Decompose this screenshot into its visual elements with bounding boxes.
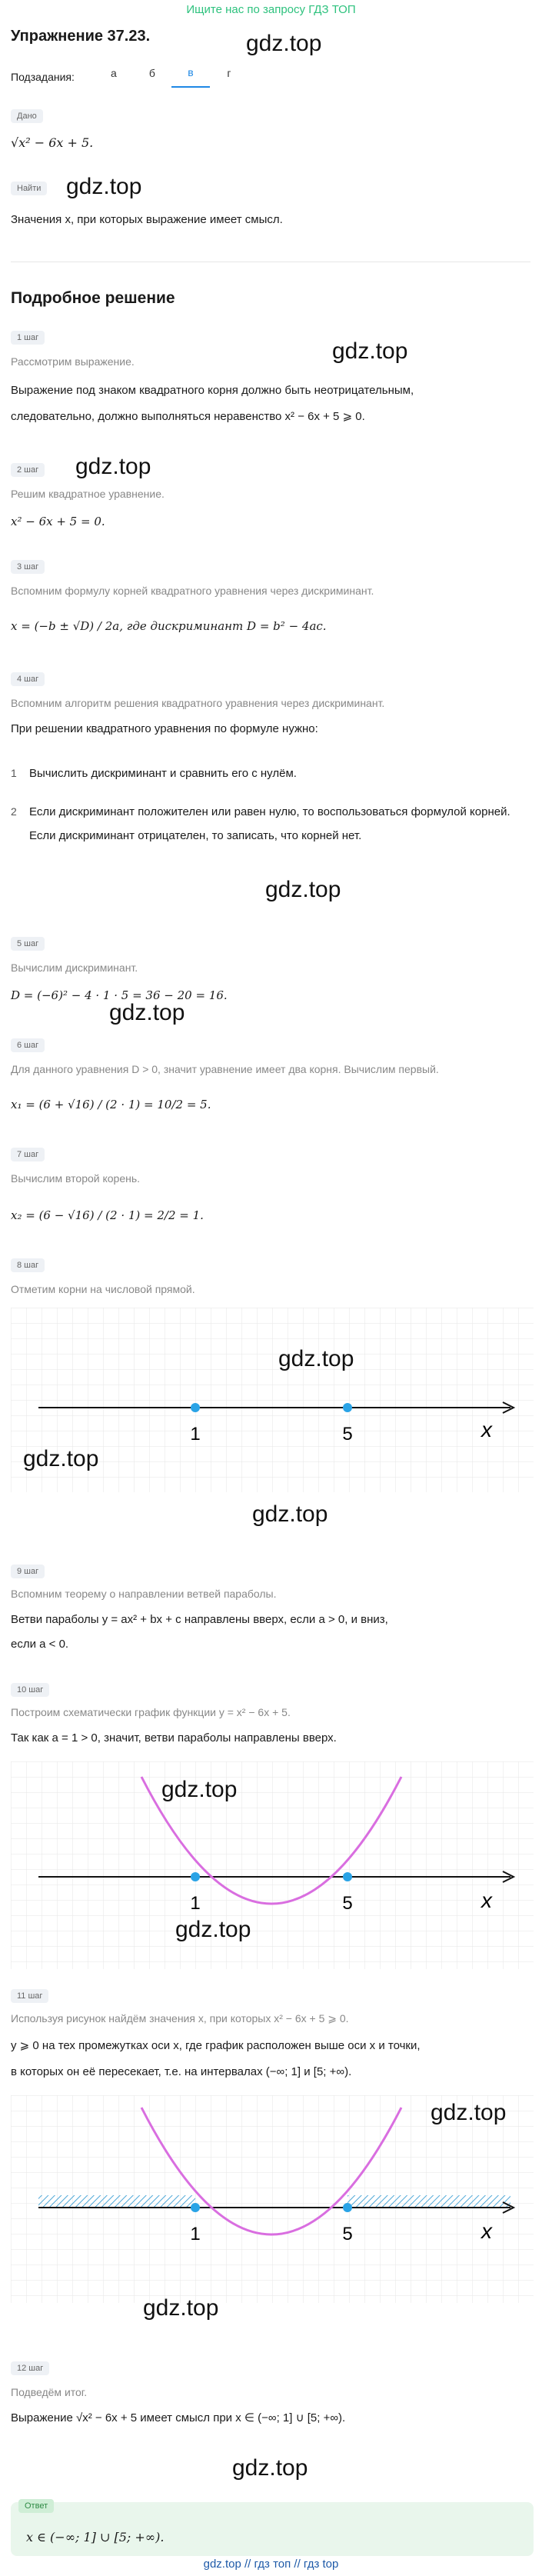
step-text: При решении квадратного уравнения по формуле нужно: <box>11 722 318 735</box>
root-point-1 <box>191 2203 200 2212</box>
step-note: Вычислим второй корень. <box>11 1172 141 1185</box>
root-label-1: 1 <box>190 2224 201 2244</box>
step-note: Вспомним теорему о направлении ветвей параболы. <box>11 1588 277 1600</box>
step-note: Для данного уравнения D > 0, значит уравнение имеет два корня. Вычислим первый. <box>11 1063 439 1075</box>
find-text: Значения x, при которых выражение имеет смысл. <box>11 213 283 226</box>
answer-box <box>11 2502 534 2556</box>
watermark: gdz.top <box>66 174 142 199</box>
subtasks-bar <box>11 66 248 88</box>
watermark: gdz.top <box>23 1446 99 1471</box>
step-pill: 9 шаг <box>11 1565 45 1578</box>
grid <box>11 1761 534 1969</box>
step-text: y ⩾ 0 на тех промежутках оси x, где график расположен выше оси x и точки, <box>11 2039 421 2052</box>
tab-v[interactable]: в <box>171 66 210 88</box>
list-text: Если дискриминант положителен или равен нулю, то воспользоваться формулой корней. Если дискриминант отрицателен, то записать, что корней нет. <box>29 805 510 842</box>
watermark: gdz.top <box>265 877 341 902</box>
answer-text: x ∈ (−∞; 1] ∪ [5; +∞). <box>26 2530 165 2544</box>
step-text: Ветви параболы y = ax² + bx + c направлены вверх, если a > 0, и вниз, <box>11 1613 388 1626</box>
interval-right <box>347 2195 510 2208</box>
root-label-1: 1 <box>190 1424 201 1445</box>
page-title: Упражнение 37.23. <box>11 28 151 45</box>
list-item <box>11 800 534 848</box>
top-banner[interactable]: Ищите нас по запросу ГДЗ ТОП <box>186 3 356 16</box>
axis-label-x: x <box>481 1888 492 1912</box>
watermark: gdz.top <box>332 338 408 364</box>
step-text: Выражение √x² − 6x + 5 имеет смысл при x ∈ (−∞; 1] ∪ [5; +∞). <box>11 2411 346 2424</box>
tab-b[interactable]: б <box>148 67 155 79</box>
watermark: gdz.top <box>109 1000 185 1025</box>
step-note: Подведём итог. <box>11 2386 88 2398</box>
root-point-5 <box>343 1403 352 1412</box>
solution-title: Подробное решение <box>11 289 175 307</box>
step-text: Так как a = 1 > 0, значит, ветви параболы направлены вверх. <box>11 1731 337 1745</box>
step-note: Вспомним формулу корней квадратного уравнения через дискриминант. <box>11 585 374 597</box>
find-pill: Найти <box>11 182 47 195</box>
step-pill: 8 шаг <box>11 1258 45 1272</box>
step-pill: 12 шаг <box>11 2361 49 2375</box>
step-text: в которых он её пересекает, т.е. на интервалах (−∞; 1] и [5; +∞). <box>11 2065 352 2078</box>
step-text: Выражение под знаком квадратного корня должно быть неотрицательным, <box>11 384 414 397</box>
step-pill: 4 шаг <box>11 672 45 686</box>
root-label-5: 5 <box>342 1893 353 1914</box>
step-pill: 6 шаг <box>11 1038 45 1052</box>
given-pill: Дано <box>11 109 43 123</box>
step-note: Отметим корни на числовой прямой. <box>11 1283 195 1295</box>
root-point-1 <box>191 1403 200 1412</box>
step-pill: 5 шаг <box>11 937 45 951</box>
watermark: gdz.top <box>431 2100 507 2125</box>
step-pill: 3 шаг <box>11 560 45 574</box>
watermark: gdz.top <box>143 2295 219 2321</box>
footer-links[interactable]: gdz.top // гдз топ // гдз top <box>203 2558 339 2571</box>
root-point-5 <box>343 1872 352 1881</box>
step-pill: 2 шаг <box>11 463 45 477</box>
step-text: если a < 0. <box>11 1638 69 1651</box>
step-formula: x₁ = (6 + √16) / (2 · 1) = 10/2 = 5. <box>11 1098 211 1111</box>
root-point-5 <box>343 2203 352 2212</box>
list-text: Вычислить дискриминант и сравнить его с нулём. <box>29 767 297 780</box>
subtasks-label: Подзадания: <box>11 71 75 83</box>
step-note: Вспомним алгоритм решения квадратного уравнения через дискриминант. <box>11 697 385 709</box>
root-point-1 <box>191 1872 200 1881</box>
interval-graph <box>11 2095 534 2303</box>
root-label-5: 5 <box>342 1424 353 1445</box>
root-label-5: 5 <box>342 2224 353 2244</box>
list-number: 1 <box>11 767 17 779</box>
parabola-graph <box>11 1761 534 1969</box>
step-note: Рассмотрим выражение. <box>11 355 135 368</box>
step-pill: 7 шаг <box>11 1148 45 1161</box>
watermark: gdz.top <box>75 454 151 479</box>
list-item <box>11 761 534 785</box>
list-number: 2 <box>11 805 17 818</box>
step-formula: x² − 6x + 5 = 0. <box>11 515 105 528</box>
watermark: gdz.top <box>246 31 322 56</box>
step-note: Вычислим дискриминант. <box>11 961 138 974</box>
watermark: gdz.top <box>175 1917 251 1942</box>
step-pill: 1 шаг <box>11 331 45 345</box>
axis-label-x: x <box>481 1418 492 1441</box>
interval-left <box>38 2195 195 2208</box>
answer-pill: Ответ <box>18 2499 54 2513</box>
tab-a[interactable]: а <box>111 67 117 79</box>
watermark: gdz.top <box>161 1777 238 1802</box>
step-note: Используя рисунок найдём значения x, при которых x² − 6x + 5 ⩾ 0. <box>11 2012 349 2024</box>
step-note: Решим квадратное уравнение. <box>11 488 165 500</box>
step-formula: x₂ = (6 − √16) / (2 · 1) = 2/2 = 1. <box>11 1208 204 1222</box>
given-expression: √x² − 6x + 5. <box>11 135 94 150</box>
watermark: gdz.top <box>278 1346 354 1371</box>
step-text: следовательно, должно выполняться неравенство x² − 6x + 5 ⩾ 0. <box>11 410 365 423</box>
root-label-1: 1 <box>190 1893 201 1914</box>
step-formula: x = (−b ± √D) / 2a, где дискриминант D = b² − 4ac. <box>11 619 327 633</box>
watermark: gdz.top <box>252 1501 328 1527</box>
step-note: Построим схематически график функции y = x² − 6x + 5. <box>11 1706 291 1718</box>
step-pill: 11 шаг <box>11 1989 48 2003</box>
step-formula: D = (−6)² − 4 · 1 · 5 = 36 − 20 = 16. <box>11 988 228 1002</box>
axis-label-x: x <box>481 2219 492 2243</box>
tab-g[interactable]: г <box>227 67 231 79</box>
watermark: gdz.top <box>232 2455 308 2481</box>
step-pill: 10 шаг <box>11 1683 49 1697</box>
